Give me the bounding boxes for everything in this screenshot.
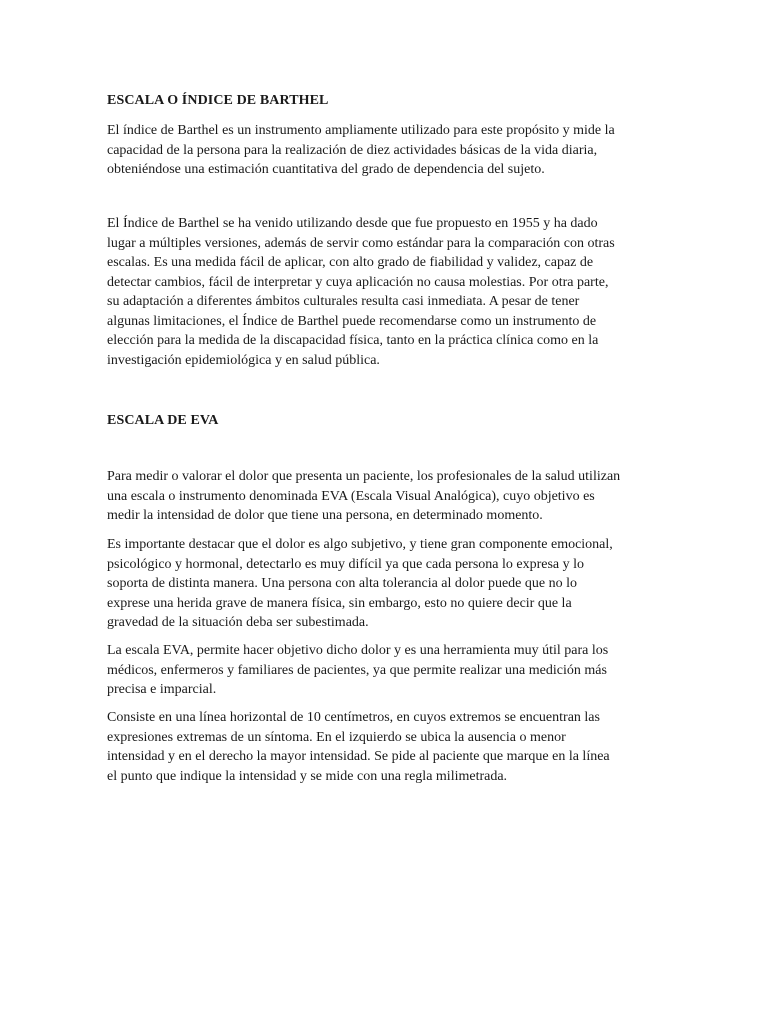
text-line: intensidad y en el derecho la mayor intensidad. Se pide al paciente que marque en la línea (107, 749, 610, 764)
section-heading-barthel: ESCALA O ÍNDICE DE BARTHEL (107, 93, 329, 108)
text-line: Para medir o valorar el dolor que presenta un paciente, los profesionales de la salud utilizan (107, 469, 621, 484)
paragraph-eva-subjective (107, 535, 682, 633)
text-line: su adaptación a diferentes ámbitos culturales resulta casi inmediata. A pesar de tener (107, 294, 580, 309)
text-line: una escala o instrumento denominada EVA (Escala Visual Analógica), cuyo objetivo es (107, 488, 595, 504)
text-line: soporta de distinta manera. Una persona con alta tolerancia al dolor puede que no lo (107, 576, 577, 591)
text-line: capacidad de la persona para la realización de diez actividades básicas de la vida diaria, (107, 142, 598, 158)
text-line: obteniéndose una estimación cuantitativa del grado de dependencia del sujeto. (107, 162, 545, 177)
paragraph-eva-usefulness (107, 641, 682, 700)
text-line: Consiste en una línea horizontal de 10 centímetros, en cuyos extremos se encuentran las (107, 710, 600, 725)
text-line: El Índice de Barthel se ha venido utilizando desde que fue propuesto en 1955 y ha dado (107, 216, 598, 231)
text-line: investigación epidemiológica y en salud pública. (107, 352, 380, 368)
text-line: el punto que indique la intensidad y se mide con una regla milimetrada. (107, 768, 508, 784)
text-line: gravedad de la situación deba ser subestimada. (107, 615, 369, 630)
paragraph-barthel-intro (107, 121, 682, 180)
text-line: medir la intensidad de dolor que tiene una persona, en determinado momento. (107, 508, 543, 523)
paragraph-eva-method (107, 708, 682, 786)
text-line: precisa e imparcial. (107, 682, 217, 697)
text-line: El índice de Barthel es un instrumento ampliamente utilizado para este propósito y mide la (107, 123, 615, 138)
text-line: lugar a múltiples versiones, además de servir como estándar para la comparación con otras (107, 235, 615, 251)
text-line: algunas limitaciones, el Índice de Barthel puede recomendarse como un instrumento de (107, 313, 597, 329)
text-line: La escala EVA, permite hacer objetivo dicho dolor y es una herramienta muy útil para los (107, 643, 609, 658)
paragraph-barthel-history (107, 214, 682, 370)
text-line: Es importante destacar que el dolor es algo subjetivo, y tiene gran componente emocional, (107, 537, 613, 552)
text-line: psicológico y hormonal, detectarlo es muy difícil ya que cada persona lo expresa y lo (107, 556, 585, 572)
paragraph-eva-intro (107, 467, 682, 526)
text-line: detectar cambios, fácil de interpretar y cuya aplicación no causa molestias. Por otra parte, (107, 274, 609, 290)
text-line: exprese una herida grave de manera física, sin embargo, esto no quiere decir que la (107, 595, 572, 611)
text-line: médicos, enfermeros y familiares de pacientes, ya que permite realizar una medición más (107, 662, 607, 678)
section-heading-eva: ESCALA DE EVA (107, 413, 219, 428)
text-line: expresiones extremas de un síntoma. En el izquierdo se ubica la ausencia o menor (107, 729, 566, 745)
text-line: elección para la medida de la discapacidad física, tanto en la práctica clínica como en la (107, 333, 599, 348)
text-line: escalas. Es una medida fácil de aplicar, con alto grado de fiabilidad y validez, capaz de (107, 255, 594, 270)
